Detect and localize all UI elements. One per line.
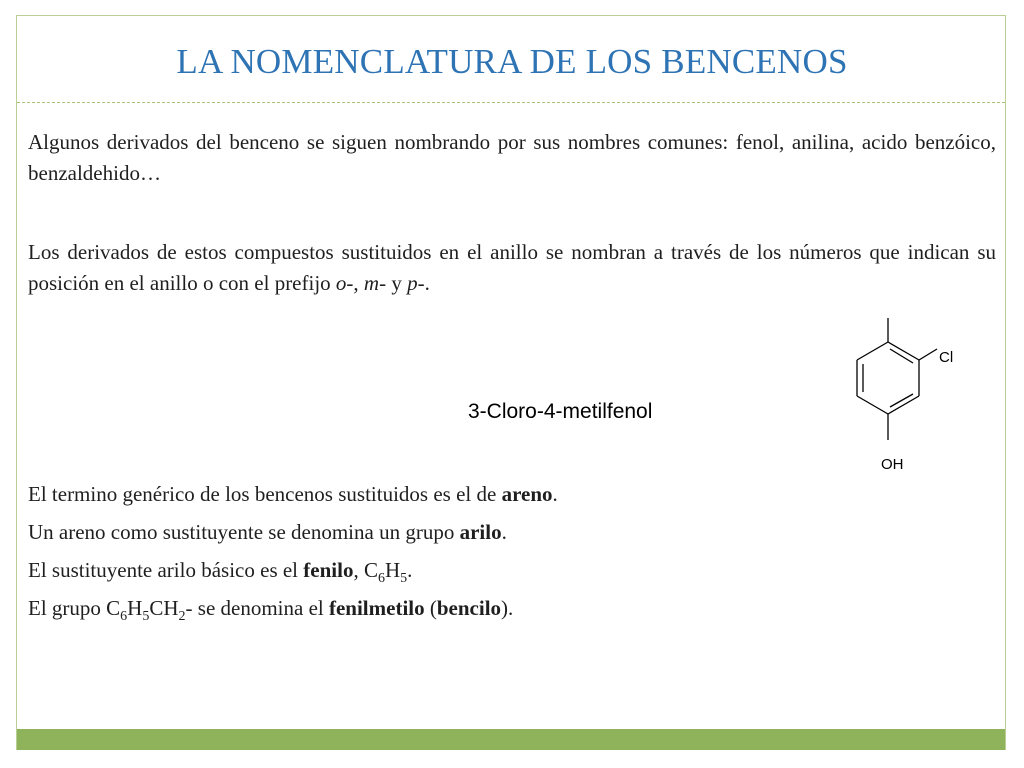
separator: - y	[379, 271, 408, 295]
line-end: .	[552, 482, 558, 506]
line-text: Un areno como sustituyente se denomina un grupo	[28, 520, 460, 544]
formula-part: H	[384, 558, 401, 582]
double-bond	[890, 349, 913, 363]
line-text: - se denomina el	[185, 596, 329, 620]
term-fenilo: fenilo	[303, 558, 354, 582]
line-text: El termino genérico de los bencenos sustituidos es el de	[28, 482, 502, 506]
subscript: 6	[377, 571, 385, 586]
ring-bond	[857, 342, 888, 360]
footer-accent-bar	[17, 729, 1005, 750]
prefix-ortho: o	[335, 271, 347, 295]
separator: -,	[346, 271, 364, 295]
subscript: 5	[400, 571, 408, 586]
molecule-structure	[840, 310, 980, 480]
hydroxyl-label: OH	[881, 456, 904, 473]
double-bond	[890, 394, 913, 407]
chloro-label: Cl	[939, 349, 954, 366]
chloro-bond	[919, 349, 937, 360]
subscript: 6	[120, 609, 128, 624]
subscript: 2	[178, 609, 186, 624]
ring-bond	[857, 396, 888, 414]
line-areno	[28, 479, 558, 509]
line-end: .	[407, 558, 413, 582]
paragraph-common-names: Algunos derivados del benceno se siguen nombrando por sus nombres comunes: fenol, anilina, acido benzóico, benzaldehido…	[28, 130, 996, 185]
paren-open: (	[424, 596, 437, 620]
formula-part: CH	[149, 596, 179, 620]
page-title: LA NOMENCLATURA DE LOS BENCENOS	[176, 42, 848, 81]
line-arilo	[28, 517, 507, 547]
line-fenilo	[28, 555, 412, 585]
subscript: 5	[142, 609, 150, 624]
prefix-para: p	[407, 271, 418, 295]
paragraph-position-prefixes	[28, 237, 996, 299]
formula-part: , C	[353, 558, 378, 582]
line-bencilo	[28, 593, 513, 623]
prefix-meta: m	[363, 271, 380, 295]
term-areno: areno	[501, 482, 553, 506]
title-divider	[17, 102, 1005, 103]
line-text: El sustituyente arilo básico es el	[28, 558, 304, 582]
separator: -.	[417, 271, 430, 295]
line-text: El grupo C	[28, 596, 121, 620]
molecule-caption: 3-Cloro-4-metilfenol	[468, 400, 653, 423]
term-arilo: arilo	[459, 520, 502, 544]
paragraph-text: Los derivados de estos compuestos sustituidos en el anillo se nombran a través de los números que indican su posición en el anillo o con el prefijo	[28, 240, 996, 295]
line-end: .	[501, 520, 507, 544]
line-end: ).	[501, 596, 514, 620]
term-fenilmetilo: fenilmetilo	[328, 596, 425, 620]
formula-part: H	[127, 596, 143, 620]
term-bencilo: bencilo	[436, 596, 502, 620]
